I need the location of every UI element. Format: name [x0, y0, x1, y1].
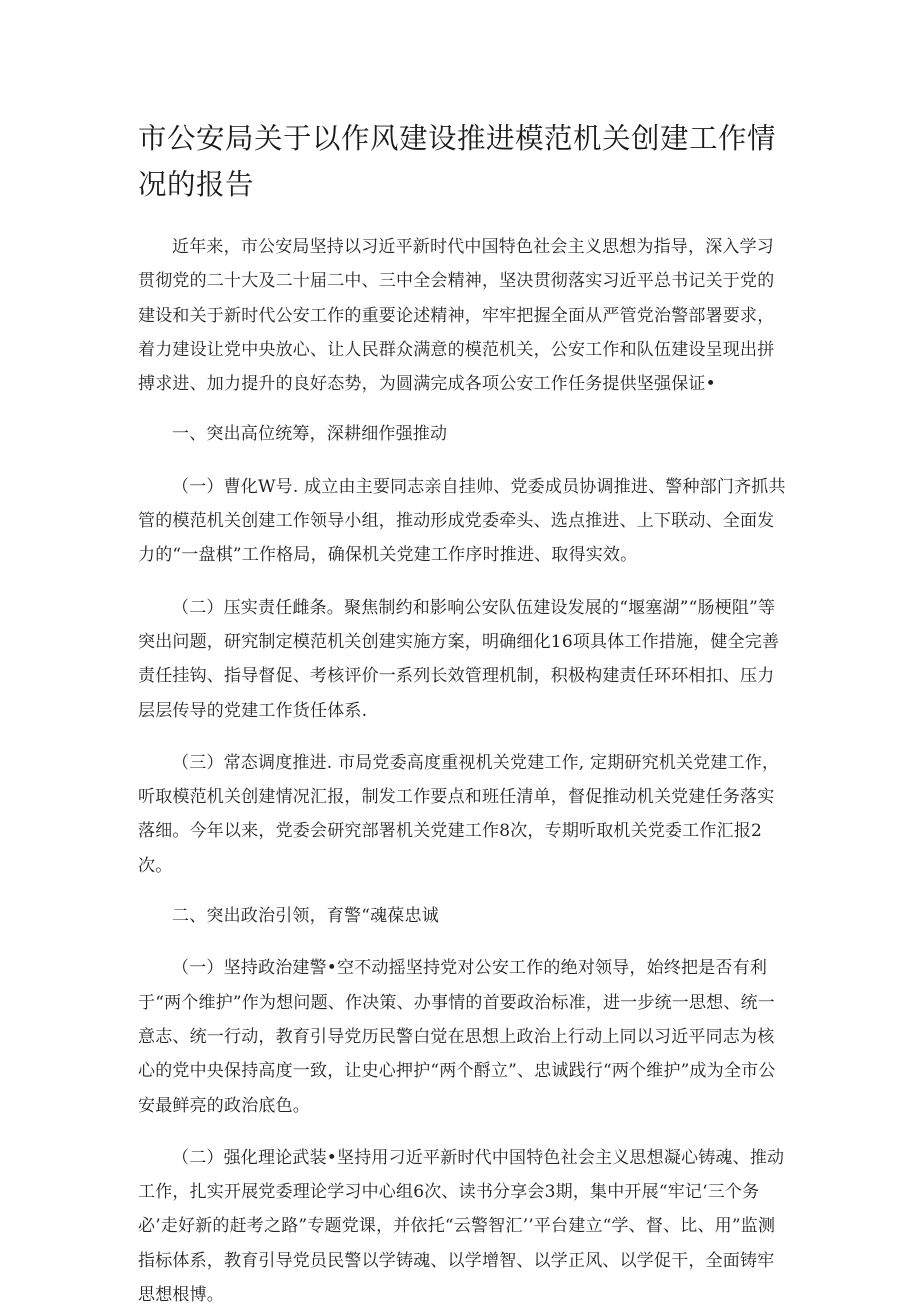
section-heading-2: 二、突出政治引领，育警“魂葆忠诚 — [172, 906, 439, 927]
section-1-item-1: （一）曹化W号. 成立由主要同志亲自挂帅、党委成员协调推进、警种部门齐抓共管的模范机关创建工作领导小组，推动形成党委牵头、选点推进、上下联动、全面发力的“一盘棋”工作格局，确保机关党建工作序时推进、取得实效。 — [138, 476, 786, 566]
document-title: 市公安局关于以作风建设推进模范机关创建工作情况的报告 — [138, 122, 777, 201]
section-1-item-2: （二）压实责任雌条。聚焦制约和影响公安队伍建设发展的“堰塞湖”“肠梗阻”等突出问题，研究制定模范机关创建实施方案，明确细化16项具体工作措施，健全完善责任挂钩、指导督促、考核评价一系列长效管理机制，积极构建责任环环相扣、压力层层传导的党建工作货任体系. — [138, 597, 780, 721]
section-heading-1: 一、突出高位统筹，深耕细作强推动 — [172, 424, 448, 445]
section-1-item-3: （三）常态调度推进. 市局党委高度重视机关党建工作, 定期研究机关党建工作，听取模范机关创建情况汇报，制发工作要点和班任清单，督促推动机关党建任务落实落细。今年以来，党委会研究部署机关党建工作8次，专期听取机关党委工作汇报2次。 — [138, 752, 780, 876]
section-2-item-2: （二）强化理论武装•坚持用刁近平新时代中国特色社会主义思想凝心铸魂、推动工作，扎实开展党委理论学习中心组6次、读书分享会3期，集中开展“牢记‘三个务必’走好新的赶考之路”专题党课，并依托“云警智汇’’平台建立“学、督、比、用”监测指标体系，教育引导党员民警以学铸魂、以学增智、以学正风、以学促干，全面铸牢思想根博。 — [138, 1147, 785, 1306]
document-body — [138, 230, 786, 1312]
section-2-item-1: （一）坚持政治建警•空不动摇坚持党对公安工作的绝对领导，始终把是否有利于“两个维护”作为想问题、作决策、办事情的首要政治标准，进一步统一思想、统一意志、统一行动，教育引导党历民警白觉在思想上政治上行动上同以习近平同志为核心的党中央保持高度一致，让史心押护“两个酹立”、忠诚践行“两个维护”成为全市公安最鲜亮的政治底色。 — [138, 958, 776, 1116]
intro-paragraph: 近年来，市公安局坚持以习近平新时代中国特色社会主义思想为指导，深入学习贯彻党的二十大及二十届二中、三中全会精神，坚决贯彻落实习近平总书记关于党的建设和关于新时代公安工作的重要论述精神，牢牢把握全面从严管党治警部署要求，着力建设让党中央放心、让人民群众满意的模范机关，公安工作和队伍建设呈现出拼搏求进、加力提升的良好态势，为圆满完成各项公安工作任务提供坚强保证• — [138, 237, 775, 395]
